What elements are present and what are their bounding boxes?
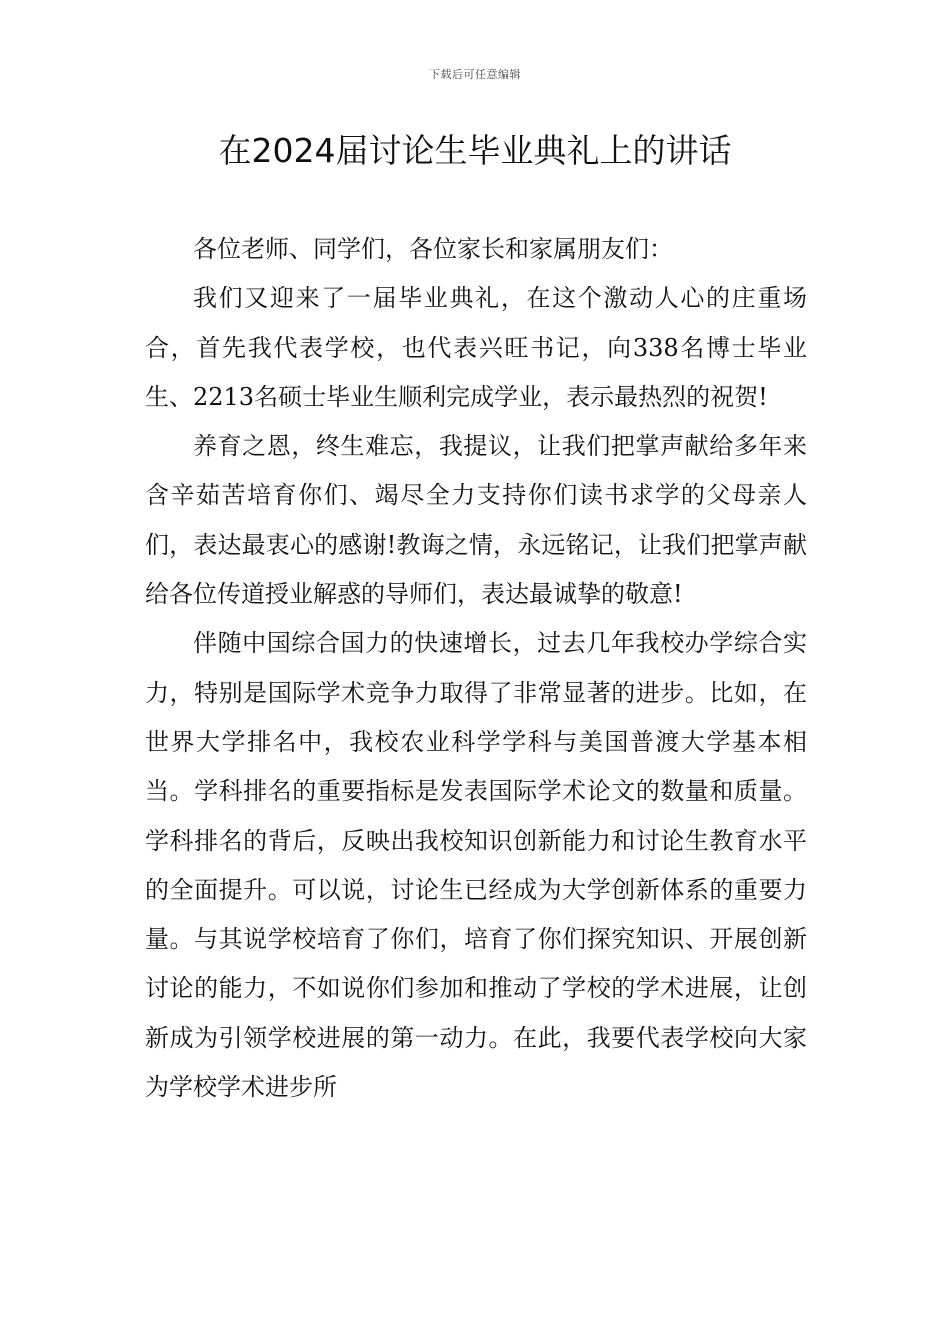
paragraph-achievements: 伴随中国综合国力的快速增长，过去几年我校办学综合实力，特别是国际学术竞争力取得了非常显著的进步。比如，在世界大学排名中，我校农业科学学科与美国普渡大学基本相当。学科排名的重要指标是发表国际学术论文的数量和质量。学科排名的背后，反映出我校知识创新能力和讨论生教育水平的全面提升。可以说，讨论生已经成为大学创新体系的重要力量。与其说学校培育了你们，培育了你们探究知识、开展创新讨论的能力，不如说你们参加和推动了学校的学术进展，让创新成为引领学校进展的第一动力。在此，我要代表学校向大家为学校学术进步所 bbox=[145, 629, 807, 1102]
document-body bbox=[145, 225, 807, 1112]
document-title: 在2024届讨论生毕业典礼上的讲话 bbox=[218, 131, 732, 170]
header-note: 下载后可任意编辑 bbox=[429, 68, 521, 81]
paragraph-congratulations: 我们又迎来了一届毕业典礼，在这个激动人心的庄重场合，首先我代表学校，也代表兴旺书记，向338名博士毕业生、2213名硕士毕业生顺利完成学业，表示最热烈的祝贺! bbox=[145, 284, 807, 411]
paragraph-salutation: 各位老师、同学们，各位家长和家属朋友们： bbox=[193, 235, 673, 263]
paragraph-gratitude: 养育之恩，终生难忘，我提议，让我们把掌声献给多年来含辛茹苦培育你们、竭尽全力支持你们读书求学的父母亲人们，表达最衷心的感谢!教诲之情，永远铭记，让我们把掌声献给各位传道授业解惑的导师们，表达最诚挚的敬意! bbox=[145, 432, 807, 609]
